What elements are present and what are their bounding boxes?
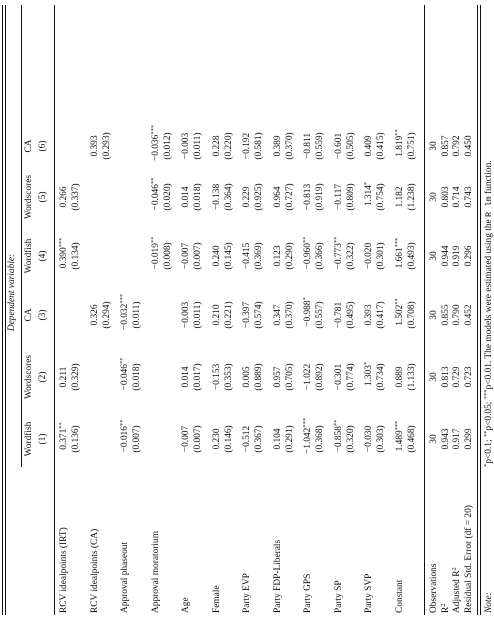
coefficient-cell: −0.007 [181, 425, 191, 453]
coefficient-cell: 0.389 [272, 135, 283, 157]
standard-error-cell: (0.370) [284, 301, 295, 329]
standard-error-cell: (0.221) [223, 301, 234, 329]
column-header-1: Wordfish [24, 421, 34, 457]
standard-error-cell: (0.708) [406, 301, 417, 329]
standard-error-cell: (0.364) [223, 183, 234, 211]
standard-error-cell: (0.146) [223, 425, 234, 453]
coefficient-cell: −0.019** [149, 236, 161, 270]
standard-error-cell: (0.012) [162, 132, 173, 160]
stat-value: 0.857 [440, 135, 451, 157]
coefficient-cell: −0.032*** [119, 293, 130, 331]
standard-error-cell: (0.020) [162, 183, 173, 211]
stat-value: 0.299 [463, 428, 474, 450]
coefficient-cell: 1.182 [394, 186, 405, 208]
standard-error-cell: (0.559) [315, 132, 325, 160]
standard-error-cell: (1.238) [406, 183, 417, 211]
column-number-5: (5) [38, 191, 48, 203]
row-label: Approval phaseout [120, 541, 130, 613]
column-header-4: Wordfish [24, 238, 34, 274]
standard-error-cell: (0.018) [193, 183, 203, 211]
coefficient-cell: −0.988* [302, 297, 313, 327]
column-header-2: Wordscores [24, 354, 34, 400]
standard-error-cell: (0.505) [345, 132, 356, 160]
coefficient-cell: 0.390*** [58, 237, 69, 269]
standard-error-cell: (0.370) [284, 132, 295, 160]
coefficient-cell: −0.046** [119, 357, 130, 391]
stat-value: 0.743 [463, 186, 474, 208]
standard-error-cell: (0.366) [315, 242, 325, 270]
stat-value: 30 [429, 434, 439, 444]
coefficient-cell: −0.192 [242, 132, 252, 160]
coefficient-cell: 1.661*** [393, 237, 405, 269]
coefficient-cell: 0.393 [364, 304, 374, 326]
coefficient-cell: −0.301 [333, 363, 344, 391]
coefficient-cell: −0.813 [303, 183, 313, 211]
stat-value: 0.943 [440, 428, 451, 450]
standard-error-cell: (0.011) [193, 132, 203, 160]
standard-error-cell: (0.368) [315, 425, 325, 453]
coefficient-cell: −0.030 [364, 425, 374, 453]
row-label: Party FDP-Liberals [272, 539, 283, 613]
stat-label: Residual Std. Error (df = 20) [463, 505, 474, 613]
stat-value: 0.452 [463, 304, 474, 326]
column-header-6: CA [24, 139, 34, 153]
standard-error-cell: (0.220) [223, 132, 234, 160]
standard-error-cell: (0.007) [193, 242, 203, 270]
standard-error-cell: (0.754) [376, 183, 386, 211]
coefficient-cell: −0.153 [211, 363, 222, 391]
coefficient-cell: −0.036*** [149, 124, 161, 162]
standard-error-cell: (0.329) [71, 363, 81, 391]
coefficient-cell: −0.397 [242, 301, 252, 329]
coefficient-cell: −1.042*** [302, 417, 313, 455]
coefficient-cell: −0.415 [242, 242, 252, 270]
standard-error-cell: (0.417) [376, 301, 386, 329]
stats-rule [424, 5, 425, 615]
row-label: Approval moratorium [150, 530, 161, 613]
note-code: R lm [484, 196, 494, 217]
coefficient-cell: 0.211 [59, 366, 69, 388]
coefficient-cell: 0.210 [211, 304, 222, 326]
standard-error-cell: (0.925) [254, 183, 264, 211]
column-number-3: (3) [38, 309, 48, 321]
standard-error-cell: (1.133) [406, 363, 417, 391]
stat-value: 30 [429, 372, 439, 382]
standard-error-cell: (0.353) [223, 363, 234, 391]
standard-error-cell: (0.493) [406, 242, 417, 270]
row-label: Party SP [333, 580, 344, 613]
stat-value: 0.813 [440, 366, 451, 388]
coefficient-cell: −0.858** [332, 419, 344, 453]
coefficient-cell: −0.512 [242, 425, 252, 453]
coefficient-cell: −0.773** [332, 236, 344, 270]
coefficient-cell: 1.314* [363, 181, 374, 207]
standard-error-cell: (0.290) [284, 242, 295, 270]
standard-error-cell: (0.337) [71, 183, 81, 211]
standard-error-cell: (0.889) [254, 363, 264, 391]
dependent-variable-rule [21, 5, 22, 467]
note-text: *p<0.1; **p<0.05; ***p<0.01. The models were estimated using the R lm function. [483, 160, 494, 467]
column-number-1: (1) [38, 433, 48, 445]
coefficient-cell: 0.014 [181, 366, 191, 388]
coefficient-cell: 0.005 [242, 366, 252, 388]
column-number-6: (6) [38, 140, 48, 152]
coefficient-cell: 1.303* [363, 361, 374, 387]
stat-value: 0.803 [440, 186, 451, 208]
coefficient-cell: 0.957 [272, 366, 283, 388]
header-rule [54, 5, 55, 615]
coefficient-cell: −0.016** [119, 419, 130, 453]
row-label: Party EVP [242, 573, 252, 613]
coefficient-cell: −1.022 [303, 363, 313, 391]
standard-error-cell: (0.291) [284, 425, 295, 453]
coefficient-cell: 0.326 [89, 304, 100, 326]
dependent-variable-caption: Dependent variable: [7, 253, 17, 332]
stat-value: 30 [429, 141, 439, 151]
coefficient-cell: −0.007 [181, 242, 191, 270]
stat-value: 0.792 [452, 135, 462, 157]
coefficient-cell: −0.138 [211, 183, 222, 211]
standard-error-cell: (0.322) [345, 242, 356, 270]
standard-error-cell: (0.017) [193, 363, 203, 391]
coefficient-cell: 0.240 [211, 245, 222, 267]
coefficient-cell: 0.409 [364, 135, 374, 157]
coefficient-cell: −0.020 [364, 242, 374, 270]
top-rule-2 [5, 5, 6, 615]
row-label: Female [211, 585, 222, 613]
bottom-rule-2 [480, 5, 481, 615]
coefficient-cell: 0.964 [272, 186, 283, 208]
standard-error-cell: (0.011) [132, 301, 142, 329]
row-label: Party SVP [364, 573, 374, 613]
stat-value: 0.723 [463, 366, 474, 388]
stat-label: Adjusted $R^2$ [451, 567, 462, 613]
standard-error-cell: (0.007) [132, 425, 142, 453]
standard-error-cell: (0.320) [345, 425, 356, 453]
coefficient-cell: −0.046** [149, 177, 161, 211]
standard-error-cell: (0.581) [254, 132, 264, 160]
coefficient-cell: 0.347 [272, 304, 283, 326]
stat-value: 0.296 [463, 245, 474, 267]
standard-error-cell: (0.727) [284, 183, 295, 211]
standard-error-cell: (0.145) [223, 242, 234, 270]
stat-value: 0.450 [463, 135, 474, 157]
standard-error-cell: (0.705) [284, 363, 295, 391]
standard-error-cell: (0.574) [254, 301, 264, 329]
stat-label: Observations [429, 563, 439, 613]
coefficient-cell: −0.960** [302, 236, 313, 270]
column-number-2: (2) [38, 371, 48, 383]
standard-error-cell: (0.301) [376, 242, 386, 270]
column-header-3: CA [24, 308, 34, 322]
coefficient-cell: 0.889 [394, 366, 405, 388]
coefficient-cell: 0.393 [89, 135, 100, 157]
standard-error-cell: (0.557) [315, 301, 325, 329]
row-label: RCV idealpoints (CA) [89, 528, 100, 613]
row-label: Party GPS [303, 573, 313, 613]
coefficient-cell: 0.228 [211, 135, 222, 157]
standard-error-cell: (0.468) [406, 425, 417, 453]
standard-error-cell: (0.136) [71, 425, 81, 453]
standard-error-cell: (0.134) [71, 242, 81, 270]
row-label: RCV idealpoints (IRT) [59, 527, 69, 613]
column-header-5: Wordscores [24, 174, 34, 220]
stat-value: 0.917 [452, 428, 462, 450]
coefficient-cell: 0.104 [272, 428, 283, 450]
coefficient-cell: 1.502** [393, 298, 405, 326]
standard-error-cell: (0.751) [406, 132, 417, 160]
row-label: Age [181, 597, 191, 613]
coefficient-cell: −0.003 [181, 301, 191, 329]
standard-error-cell: (0.007) [193, 425, 203, 453]
column-number-4: (4) [38, 250, 48, 262]
coefficient-cell: 0.014 [181, 186, 191, 208]
standard-error-cell: (0.369) [254, 242, 264, 270]
stat-value: 0.944 [440, 245, 451, 267]
coefficient-cell: 0.230 [211, 428, 222, 450]
standard-error-cell: (0.011) [193, 301, 203, 329]
stat-value: 0.790 [452, 304, 462, 326]
stat-value: 0.919 [452, 245, 462, 267]
coefficient-cell: 0.123 [272, 245, 283, 267]
coefficient-cell: −0.781 [333, 301, 344, 329]
coefficient-cell: −0.601 [333, 132, 344, 160]
stat-value: 0.729 [452, 366, 462, 388]
coefficient-cell: −0.003 [181, 132, 191, 160]
stat-value: 30 [429, 192, 439, 202]
row-label: Constant [394, 579, 405, 613]
standard-error-cell: (0.774) [345, 363, 356, 391]
coefficient-cell: 0.371** [58, 422, 69, 450]
coefficient-cell: 1.489*** [393, 420, 405, 452]
stat-value: 30 [429, 310, 439, 320]
bottom-rule [477, 5, 478, 615]
standard-error-cell: (0.415) [376, 132, 386, 160]
coefficient-cell: −0.117 [333, 183, 344, 211]
stat-value: 0.855 [440, 304, 451, 326]
coefficient-cell: 0.266 [59, 186, 69, 208]
stat-value: 0.714 [452, 186, 462, 208]
standard-error-cell: (0.734) [376, 363, 386, 391]
standard-error-cell: (0.809) [345, 183, 356, 211]
standard-error-cell: (0.367) [254, 425, 264, 453]
standard-error-cell: (0.018) [132, 363, 142, 391]
top-rule [2, 5, 3, 615]
standard-error-cell: (0.303) [376, 425, 386, 453]
note-label: Note: [484, 592, 494, 613]
standard-error-cell: (0.892) [315, 363, 325, 391]
standard-error-cell: (0.294) [101, 301, 112, 329]
standard-error-cell: (0.919) [315, 183, 325, 211]
note-text-tail: function. [484, 160, 494, 197]
standard-error-cell: (0.495) [345, 301, 356, 329]
stat-label: $R^2$ [439, 603, 451, 613]
standard-error-cell: (0.293) [101, 132, 112, 160]
coefficient-cell: 1.819** [393, 129, 405, 157]
stat-value: 30 [429, 251, 439, 261]
coefficient-cell: −0.811 [303, 132, 313, 160]
standard-error-cell: (0.008) [162, 242, 173, 270]
coefficient-cell: 0.229 [242, 186, 252, 208]
